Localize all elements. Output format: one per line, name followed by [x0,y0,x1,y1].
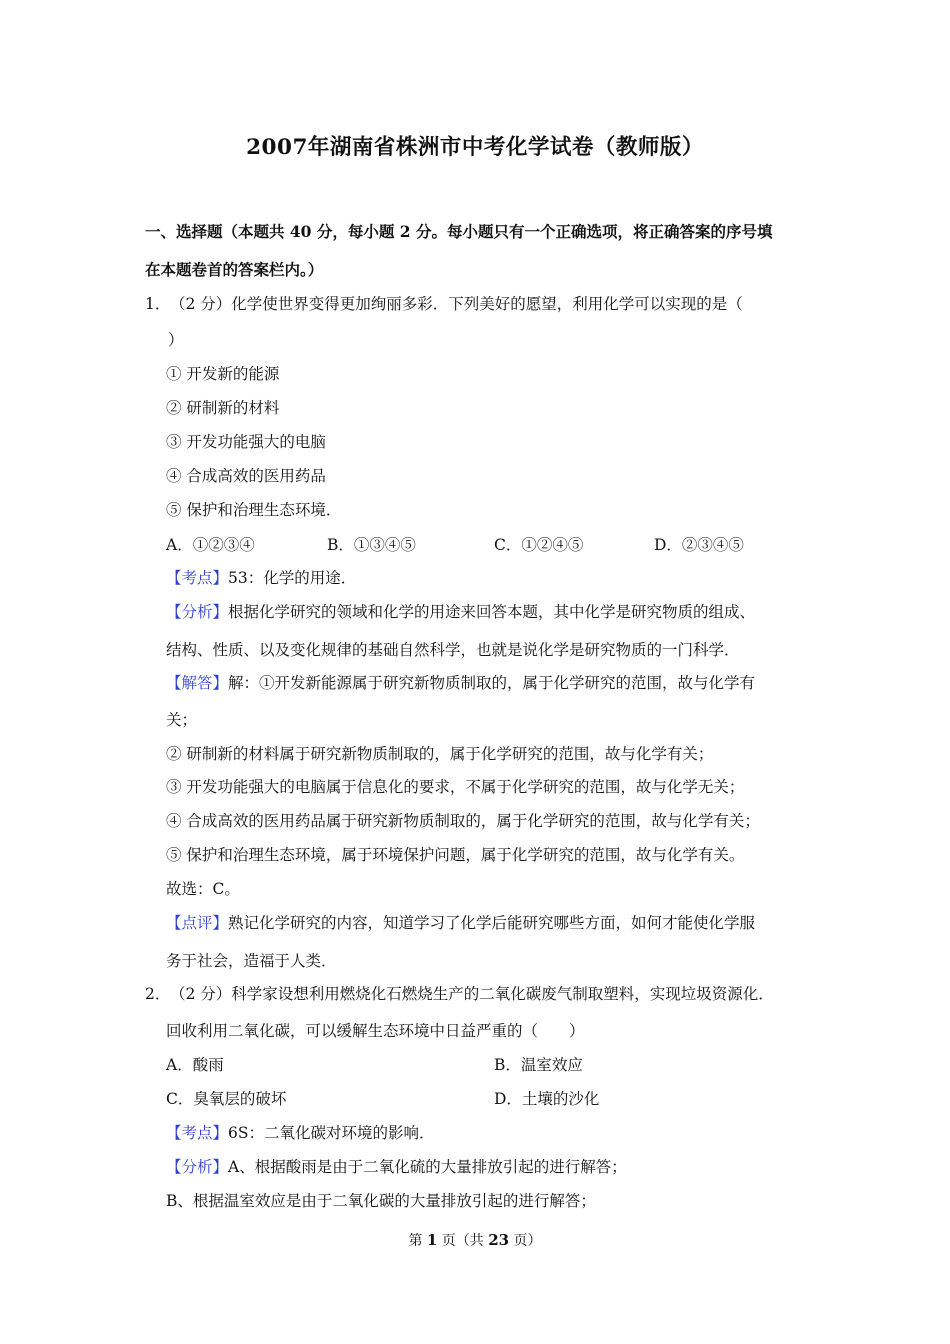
dianping-text: 熟记化学研究的内容，知道学习了化学后能研究哪些方面，如何才能使化学服 [228,914,756,932]
question-2-fenxi-line2: B、根据温室效应是由于二氧化碳的大量排放引起的进行解答； [166,1192,596,1210]
question-2-number: 2． [145,985,171,1003]
question-1-fenxi-line2: 结构、性质、以及变化规律的基础自然科学，也就是说化学是研究物质的一门科学． [166,641,740,659]
question-1-jieda-line2: 关； [166,711,198,729]
question-2-option-b: B．温室效应 [494,1056,583,1074]
question-1-jieda-line5: ④ 合成高效的医用药品属于研究新物质制取的，属于化学研究的范围，故与化学有关； [166,812,760,830]
question-2-option-a: A．酸雨 [166,1056,224,1074]
question-1-number: 1． [145,295,171,313]
document-title: 2007年湖南省株洲市中考化学试卷（教师版） [246,135,704,160]
question-1-fenxi-line1 [166,602,755,622]
kaodian-tag: 【考点】 [166,569,229,587]
question-1-kaodian [166,568,356,588]
kaodian-text: 53：化学的用途． [228,569,357,587]
fenxi-tag: 【分析】 [166,603,229,621]
fenxi-tag: 【分析】 [166,1158,229,1176]
question-1-item-3: ③ 开发功能强大的电脑 [166,433,326,451]
kaodian-tag: 【考点】 [166,1124,229,1142]
footer-total-pages: 23 [488,1231,510,1249]
question-2-kaodian [166,1123,435,1143]
section-heading-line2: 在本题卷首的答案栏内。） [145,260,324,279]
question-1-jieda-line1 [166,673,755,693]
question-2-fenxi-line1 [166,1157,627,1177]
question-1-jieda-line4: ③ 开发功能强大的电脑属于信息化的要求，不属于化学研究的范围，故与化学无关； [166,778,745,796]
question-1-dianping-line1 [166,913,755,933]
footer-prefix: 第 [408,1233,427,1249]
question-1-option-d: D．②③④⑤ [654,536,744,554]
question-1-option-a: A．①②③④ [166,536,255,554]
kaodian-text: 6S：二氧化碳对环境的影响． [228,1124,435,1142]
question-1-item-5: ⑤ 保护和治理生态环境． [166,501,342,519]
question-1-jieda-line6: ⑤ 保护和治理生态环境，属于环境保护问题，属于化学研究的范围，故与化学有关。 [166,846,745,864]
question-1-option-b: B．①③④⑤ [327,536,416,554]
jieda-text: 解：①开发新能源属于研究新物质制取的，属于化学研究的范围，故与化学有 [228,674,756,692]
question-1-dianping-line2: 务于社会，造福于人类． [166,952,337,970]
fenxi-text: A、根据酸雨是由于二氧化硫的大量排放引起的进行解答； [228,1158,627,1176]
question-2-stem-line2: 回收利用二氧化碳，可以缓解生态环境中日益严重的（ ） [166,1022,585,1040]
question-2-option-c: C．臭氧层的破坏 [166,1090,287,1108]
question-1-item-2: ② 研制新的材料 [166,399,280,417]
question-1-jieda-line3: ② 研制新的材料属于研究新物质制取的，属于化学研究的范围，故与化学有关； [166,745,714,763]
question-1-item-4: ④ 合成高效的医用药品 [166,467,326,485]
dianping-tag: 【点评】 [166,914,229,932]
footer-suffix: 页） [509,1233,542,1249]
page-footer [0,1230,950,1250]
question-1-answer: 故选：C。 [166,880,240,898]
footer-middle: 页（共 [437,1233,489,1249]
question-1-stem-line2: ） [168,331,184,349]
section-heading-line1: 一、选择题（本题共 40 分，每小题 2 分。每小题只有一个正确选项，将正确答案的序号填 [145,222,773,241]
footer-page-number: 1 [426,1231,438,1249]
question-1-stem-line1: （2 分）化学使世界变得更加绚丽多彩．下列美好的愿望，利用化学可以实现的是（ [170,295,743,313]
fenxi-text: 根据化学研究的领域和化学的用途来回答本题，其中化学是研究物质的组成、 [228,603,756,621]
question-2-option-d: D．土壤的沙化 [494,1090,600,1108]
question-2-stem-line1: （2 分）科学家设想利用燃烧化石燃烧生产的二氧化碳废气制取塑料，实现垃圾资源化． [170,985,774,1003]
question-1-item-1: ① 开发新的能源 [166,365,280,383]
jieda-tag: 【解答】 [166,674,229,692]
question-1-option-c: C．①②④⑤ [494,536,584,554]
